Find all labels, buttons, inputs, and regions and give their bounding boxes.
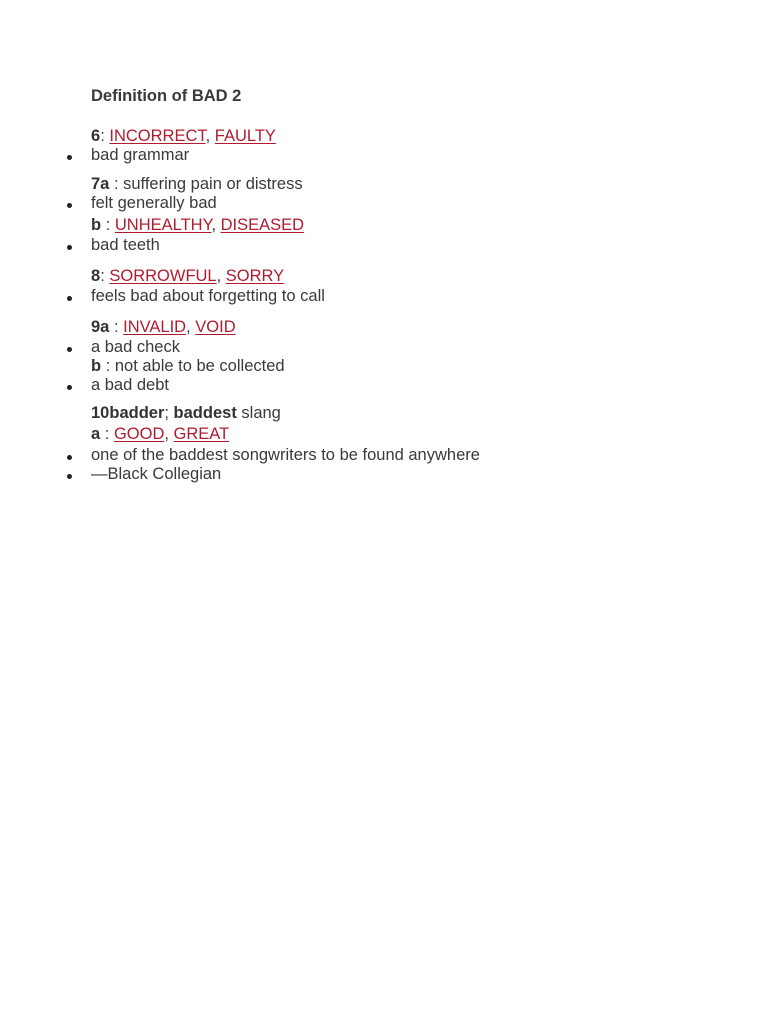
page-title: Definition of BAD 2 <box>91 87 242 105</box>
inflection-baddest: baddest <box>173 404 237 422</box>
link-good[interactable]: GOOD <box>113 425 165 443</box>
sense-9b <box>91 356 285 376</box>
separator: : <box>109 318 124 336</box>
example-baddest-songwriters: one of the baddest songwriters to be found anywhere <box>91 446 480 464</box>
separator: : <box>100 425 114 443</box>
sense-number: b <box>91 216 102 234</box>
link-sorrowful[interactable]: SORROWFUL <box>109 267 217 285</box>
link-diseased[interactable]: DISEASED <box>220 216 305 234</box>
separator: , <box>211 216 221 234</box>
example-bad-teeth: bad teeth <box>91 236 160 254</box>
inflection-badder: badder <box>109 404 165 422</box>
sense-number: 7a <box>91 175 110 193</box>
link-void[interactable]: VOID <box>195 318 236 336</box>
sense-7b <box>91 215 304 235</box>
bullet-icon <box>67 474 72 479</box>
sense-7a <box>91 174 303 194</box>
link-great[interactable]: GREAT <box>173 425 230 443</box>
bullet-icon <box>67 203 72 208</box>
bullet-icon <box>67 296 72 301</box>
sense-8 <box>91 266 284 286</box>
example-feels-bad: feels bad about forgetting to call <box>91 287 325 305</box>
separator: , <box>186 318 196 336</box>
separator: , <box>216 267 226 285</box>
sense-text: : suffering pain or distress <box>109 175 303 193</box>
link-unhealthy[interactable]: UNHEALTHY <box>114 216 212 234</box>
example-bad-check: a bad check <box>91 338 180 356</box>
link-incorrect[interactable]: INCORRECT <box>109 127 206 145</box>
sense-10 <box>91 403 281 423</box>
bullet-icon <box>67 245 72 250</box>
bullet-icon <box>67 385 72 390</box>
sense-number: 10 <box>91 404 110 422</box>
sense-number: 9a <box>91 318 110 336</box>
sense-number: 8 <box>91 267 101 285</box>
example-bad-debt: a bad debt <box>91 376 169 394</box>
bullet-icon <box>67 455 72 460</box>
sense-number: 6 <box>91 127 101 145</box>
link-faulty[interactable]: FAULTY <box>214 127 276 145</box>
sense-9a <box>91 317 236 337</box>
bullet-icon <box>67 155 72 160</box>
sense-number: b <box>91 357 102 375</box>
separator: ; <box>164 404 174 422</box>
separator: , <box>164 425 174 443</box>
separator: : <box>100 127 110 145</box>
separator: : <box>100 267 110 285</box>
bullet-icon <box>67 347 72 352</box>
link-sorry[interactable]: SORRY <box>225 267 285 285</box>
sense-number: a <box>91 425 101 443</box>
usage-label: slang <box>236 404 281 422</box>
separator: : <box>101 216 115 234</box>
sense-text: : not able to be collected <box>101 357 285 375</box>
link-invalid[interactable]: INVALID <box>123 318 187 336</box>
sense-10a <box>91 424 229 444</box>
sense-6 <box>91 126 276 146</box>
example-felt-generally-bad: felt generally bad <box>91 194 217 212</box>
citation: —Black Collegian <box>91 465 222 483</box>
example-bad-grammar: bad grammar <box>91 146 190 164</box>
separator: , <box>205 127 215 145</box>
